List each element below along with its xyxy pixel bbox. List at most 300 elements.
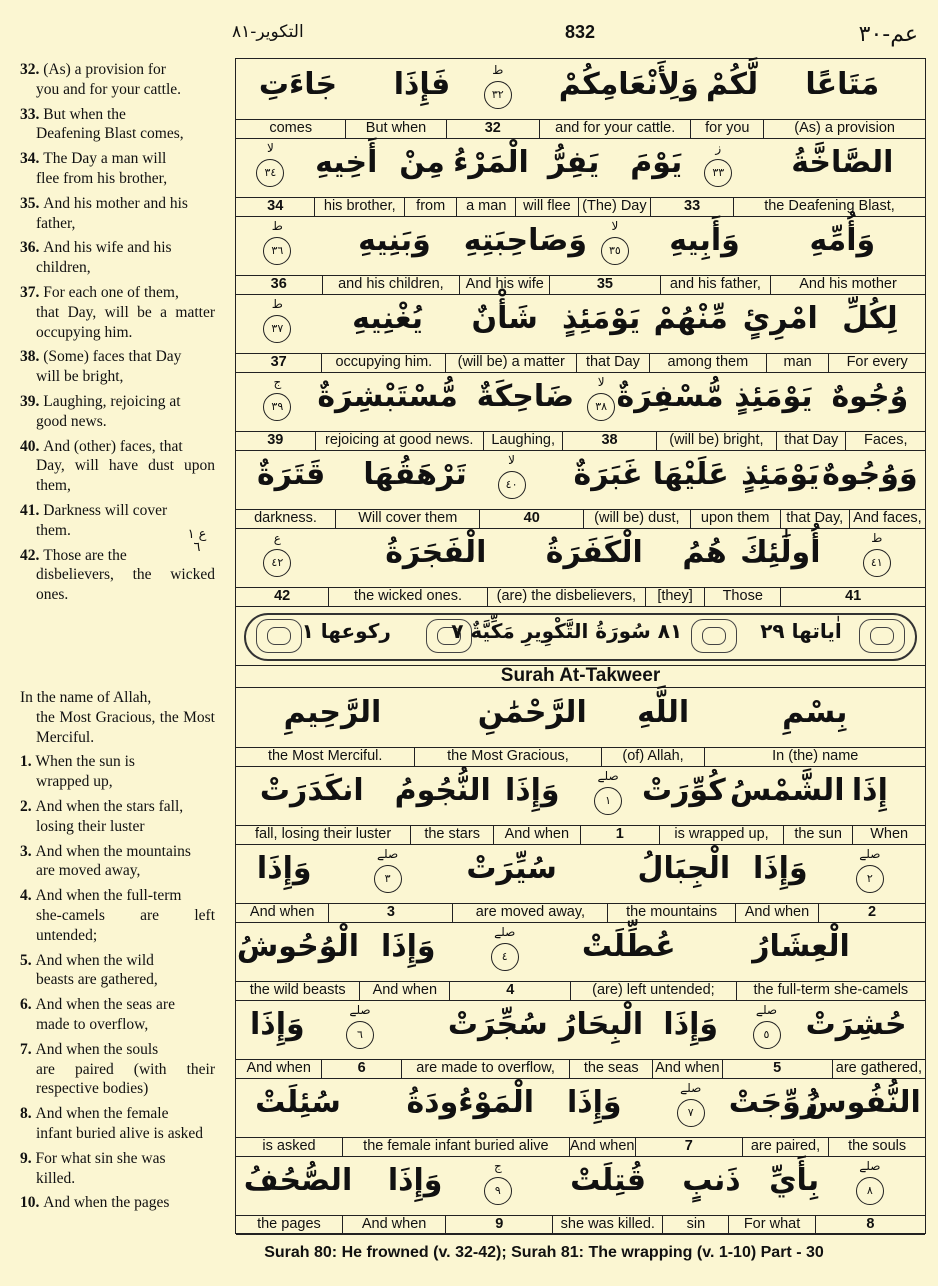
- arabic-word: سُيِّرَتْ: [466, 851, 557, 886]
- waqf-sign: لا: [611, 219, 619, 233]
- word-meaning-cell: man: [766, 353, 828, 372]
- word-meaning-cell: (will be) bright,: [656, 431, 777, 450]
- arabic-line: [236, 59, 925, 120]
- verse-number-cell: 9: [445, 1215, 552, 1234]
- verse-number-cell: 6: [321, 1059, 401, 1078]
- verse-translation: [20, 546, 215, 605]
- verse-number: 3.: [20, 842, 36, 860]
- waqf-sign: لا: [508, 453, 516, 467]
- ornament-icon: [859, 619, 905, 653]
- arabic-word: وَأَبِيهِ: [669, 223, 740, 258]
- arabic-word: الرَّحْمَٰنِ: [477, 695, 587, 730]
- surah-banner: [236, 609, 925, 666]
- word-meaning-cell: and his children,: [322, 275, 460, 294]
- verse-text-rest: killed.: [36, 1169, 76, 1187]
- waqf-sign: ط: [871, 531, 883, 545]
- word-meaning-cell: (are) the disbelievers,: [487, 587, 645, 606]
- waqf-sign: صلے: [494, 925, 516, 939]
- verse-number: 37.: [20, 283, 44, 301]
- arabic-word: ذَنبٍ: [682, 1163, 741, 1198]
- verse-text-rest: she-camels are left untended;: [36, 906, 215, 944]
- word-meaning-cell: and for your cattle.: [539, 119, 690, 138]
- verse-number: 7.: [20, 1040, 36, 1058]
- word-meaning-cell: And when: [493, 825, 579, 844]
- arabic-word: وَلِأَنْعَامِكُمْ: [558, 67, 699, 102]
- word-meaning-cell: and his father,: [660, 275, 770, 294]
- waqf-sign: ط: [271, 219, 283, 233]
- arabic-line: [236, 687, 925, 748]
- verse-translation: [20, 688, 215, 747]
- verse-number-cell: 4: [449, 981, 570, 1000]
- word-by-word-grid: [235, 58, 926, 1234]
- arabic-word: يَوْمَئِذٍ: [741, 457, 820, 492]
- translation-cells: [236, 197, 925, 217]
- verse-translation: [20, 797, 215, 837]
- verse-row: [236, 137, 925, 215]
- arabic-line: [236, 921, 925, 982]
- verse-text-rest: will be bright,: [36, 368, 124, 386]
- verse-number-cell: 35: [549, 275, 659, 294]
- word-meaning-cell: (As) a provision: [763, 119, 925, 138]
- verse-text-rest: children,: [36, 259, 91, 277]
- arabic-word: يَفِرُّ: [547, 145, 600, 180]
- verse-text-rest: losing their luster: [36, 817, 145, 835]
- ayah-end-marker: ٣٦ ط: [263, 237, 291, 265]
- arabic-word: لَّكُمْ: [705, 67, 759, 102]
- translation-cells: [236, 981, 925, 1001]
- verse-number: 36.: [20, 239, 44, 257]
- word-meaning-cell: And his mother: [770, 275, 925, 294]
- word-meaning-cell: occupying him.: [321, 353, 445, 372]
- verse-translation: [20, 1193, 215, 1213]
- verse-text-first: The Day a man will: [43, 150, 167, 168]
- arabic-word: يَوْمَئِذٍ: [734, 379, 813, 414]
- arabic-word: الْعِشَارُ: [752, 929, 850, 964]
- word-meaning-cell: For every: [828, 353, 925, 372]
- arabic-word: الْجِبَالُ: [637, 851, 731, 886]
- arabic-line: [236, 449, 925, 510]
- verse-translation: [20, 149, 215, 189]
- word-meaning-cell: she was killed.: [552, 1215, 662, 1234]
- ornament-icon: [691, 619, 737, 653]
- verse-number-cell: 32: [446, 119, 539, 138]
- verse-number-cell: 37: [270, 354, 287, 370]
- verse-translation: [20, 951, 215, 991]
- verse-translation: [20, 1104, 215, 1144]
- verse-text-rest: infant buried alive is asked: [36, 1124, 204, 1142]
- translation-column-bottom: [20, 688, 215, 1218]
- arabic-word: الْفَجَرَةُ: [385, 535, 487, 570]
- word-meaning-cell: And when: [652, 1059, 721, 1078]
- verse-text-first: Darkness will cover: [43, 501, 168, 519]
- verse-number: 41.: [20, 501, 44, 519]
- arabic-word: وَوُجُوهٌ: [822, 457, 918, 492]
- waqf-sign: ط: [271, 297, 283, 311]
- word-meaning-cell: Faces,: [845, 431, 925, 450]
- arabic-word: يُغْنِيهِ: [352, 301, 424, 336]
- ayah-end-marker: ٤٢ ع: [263, 549, 291, 577]
- verse-text-rest: are moved away,: [36, 862, 141, 880]
- verse-number-cell: 2: [818, 903, 925, 922]
- verse-number-cell: 40: [479, 509, 582, 528]
- verse-row: [236, 765, 925, 843]
- ayah-end-marker: ٤ صلے: [491, 943, 519, 971]
- verse-row: [236, 371, 925, 449]
- word-meaning-cell: For what: [728, 1215, 814, 1234]
- verse-number-cell: 7: [635, 1137, 742, 1156]
- verse-text-first: And his wife and his: [43, 239, 172, 257]
- arabic-word: إِذَا: [851, 773, 888, 808]
- surah-title: Surah At-Takweer: [236, 665, 925, 688]
- ayah-end-marker: ٣٧ ط: [263, 315, 291, 343]
- word-meaning-cell: darkness.: [254, 510, 317, 526]
- waqf-sign: لا: [267, 141, 274, 155]
- verse-translation: [20, 238, 215, 278]
- verse-number: 33.: [20, 105, 44, 123]
- word-meaning-cell: are gathered,: [832, 1059, 925, 1078]
- verse-text-rest: the Most Gracious, the Most Merciful.: [36, 708, 215, 746]
- word-meaning-cell: the sun: [783, 825, 852, 844]
- word-meaning-cell: will flee: [515, 197, 577, 216]
- word-meaning-cell: And when: [246, 1060, 311, 1076]
- ruku-marker: ع ١ ٦: [187, 527, 207, 555]
- verse-row: [236, 527, 925, 605]
- verse-number-cell: 42: [274, 588, 291, 604]
- verse-text-first: But when the: [43, 105, 126, 123]
- verse-row: [236, 293, 925, 371]
- ayah-end-marker: ٤٠ لا: [498, 471, 526, 499]
- verse-row: [236, 1155, 925, 1233]
- translation-cells: [236, 587, 925, 607]
- word-meaning-cell: the stars: [410, 825, 493, 844]
- word-meaning-cell: comes: [269, 120, 313, 136]
- arabic-word: كُوِّرَتْ: [642, 773, 726, 808]
- verse-text-rest: father,: [36, 214, 76, 232]
- verse-translation: [20, 1040, 215, 1099]
- ayah-end-marker: ٨ صلے: [856, 1177, 884, 1205]
- waqf-sign: صلے: [755, 1003, 778, 1017]
- verse-text-rest: disbelievers, the wicked ones.: [36, 566, 215, 604]
- word-meaning-cell: the full-term she-camels: [736, 981, 925, 1000]
- arabic-word: أُولَٰئِكَ: [740, 535, 821, 570]
- verse-number-cell: 38: [562, 431, 655, 450]
- word-meaning-cell: are made to overflow,: [401, 1059, 569, 1078]
- word-meaning-cell: (will be) dust,: [583, 509, 690, 528]
- waqf-sign: ز: [715, 141, 722, 155]
- page-header: [0, 18, 938, 58]
- translation-cells: [236, 1215, 925, 1235]
- verse-text-first: And when the pages: [43, 1194, 170, 1212]
- arabic-word: امْرِئٍ: [742, 301, 818, 336]
- verse-text-rest: Deafening Blast comes,: [36, 125, 184, 143]
- verse-number-cell: 5: [722, 1059, 832, 1078]
- verse-text-first: Those are the: [43, 546, 127, 564]
- ayah-end-marker: ٣ صلے: [374, 865, 402, 893]
- word-meaning-cell: And faces,: [849, 509, 925, 528]
- arabic-word: النُّجُومُ: [394, 773, 491, 808]
- word-meaning-cell: (will be) a matter: [445, 353, 576, 372]
- word-meaning-cell: In (the) name: [704, 747, 925, 766]
- arabic-word: جَاءَتِ: [258, 67, 338, 102]
- waqf-sign: صلے: [859, 847, 881, 861]
- arabic-word: الصُّحُفُ: [243, 1163, 353, 1198]
- waqf-sign: ج: [493, 1159, 502, 1173]
- word-meaning-cell: Laughing,: [483, 431, 563, 450]
- word-meaning-cell: (of) Allah,: [601, 747, 705, 766]
- verse-row: [236, 1077, 925, 1155]
- ayah-end-marker: ٧ صلے: [677, 1099, 705, 1127]
- word-meaning-cell: from: [404, 197, 456, 216]
- arabic-word: الرَّحِيمِ: [283, 695, 382, 730]
- verse-number: 34.: [20, 150, 44, 168]
- ayah-end-marker: ٦ صلے: [346, 1021, 374, 1049]
- waqf-sign: صلے: [680, 1081, 702, 1095]
- banner-ruku-count: ركوعها ١: [301, 619, 391, 643]
- arabic-word: وَبَنِيهِ: [358, 223, 431, 258]
- arabic-line: [236, 215, 925, 276]
- verse-translation: [20, 1149, 215, 1189]
- arabic-line: [236, 999, 925, 1060]
- arabic-word: الْبِحَارُ: [559, 1007, 644, 1042]
- arabic-word: وُجُوهٌ: [831, 379, 909, 414]
- word-meaning-cell: the Most Merciful.: [267, 748, 383, 764]
- verse-number-cell: 41: [780, 587, 925, 606]
- verse-row: [236, 999, 925, 1077]
- juz-header: عم-٣٠: [858, 22, 918, 47]
- arabic-word: حُشِرَتْ: [805, 1007, 907, 1042]
- arabic-word: ضَاحِكَةٌ: [476, 379, 575, 414]
- ayah-end-marker: ٣٢ ط: [484, 81, 512, 109]
- arabic-word: الشَّمْسُ: [729, 773, 845, 808]
- verse-text-rest: Day, will have dust upon them,: [36, 457, 215, 495]
- verse-number-cell: 39: [267, 432, 284, 448]
- word-meaning-cell: But when: [345, 119, 445, 138]
- ornament-icon: [256, 619, 302, 653]
- ayah-end-marker: ٣٥ لا: [601, 237, 629, 265]
- word-meaning-cell: the wicked ones.: [328, 587, 486, 606]
- waqf-sign: لا: [597, 375, 605, 389]
- verse-row: [236, 59, 925, 137]
- translation-cells: [236, 825, 925, 845]
- arabic-word: تَرْهَقُهَا: [363, 457, 467, 492]
- arabic-word: زُوِّجَتْ: [728, 1085, 819, 1120]
- arabic-word: الْوُحُوشُ: [236, 929, 360, 964]
- word-meaning-cell: the female infant buried alive: [342, 1137, 569, 1156]
- ayah-end-marker: ٣٨ لا: [587, 393, 615, 421]
- arabic-word: النُّفُوسُ: [805, 1085, 921, 1120]
- verse-text-rest: beasts are gathered,: [36, 971, 158, 989]
- translation-cells: [236, 119, 925, 139]
- translation-cells: [236, 903, 925, 923]
- word-meaning-cell: the Most Gracious,: [414, 747, 600, 766]
- arabic-word: وَإِذَا: [380, 929, 436, 964]
- verse-number: 9.: [20, 1149, 36, 1167]
- arabic-word: وَأُمِّهِ: [809, 223, 876, 258]
- banner-ayat-count: اٰياتها ٢٩: [760, 619, 842, 643]
- verse-number-cell: 33: [650, 197, 733, 216]
- arabic-word: بِأَيِّ: [769, 1163, 820, 1198]
- verse-text-first: And when the full-term: [35, 887, 182, 905]
- verse-text-rest: made to overflow,: [36, 1015, 149, 1033]
- verse-number-cell: 34: [267, 198, 284, 214]
- word-meaning-cell: sin: [662, 1215, 728, 1234]
- word-meaning-cell: And his wife: [459, 275, 549, 294]
- arabic-word: الصَّاخَّةُ: [791, 145, 894, 180]
- ayah-end-marker: ١ صلے: [594, 787, 622, 815]
- verse-text-rest: wrapped up,: [36, 773, 113, 791]
- verse-translation: [20, 995, 215, 1035]
- verse-number: 38.: [20, 348, 44, 366]
- arabic-word: اللَّهِ: [637, 695, 690, 730]
- verse-number: 35.: [20, 194, 44, 212]
- arabic-word: وَصَاحِبَتِهِ: [463, 223, 587, 258]
- verse-text-first: And when the stars fall,: [35, 797, 184, 815]
- arabic-word: مَتَاعًا: [805, 67, 880, 102]
- verse-translation: [20, 842, 215, 882]
- arabic-word: يَوْمَئِذٍ: [562, 301, 641, 336]
- verse-row: [236, 449, 925, 527]
- waqf-sign: ع: [273, 531, 281, 545]
- verse-number: 1.: [20, 753, 36, 771]
- arabic-line: [236, 843, 925, 904]
- verse-translation: [20, 752, 215, 792]
- verse-text-rest: you and for your cattle.: [36, 80, 182, 98]
- verse-text-rest: them.: [36, 521, 71, 539]
- verse-number: 10.: [20, 1194, 44, 1212]
- arabic-word: الْمَرْءُ: [453, 145, 529, 180]
- arabic-line: [236, 527, 925, 588]
- arabic-word: فَإِذَا: [393, 67, 451, 102]
- word-meaning-cell: (are) left untended;: [570, 981, 735, 1000]
- verse-text-rest: that Day, will be a matter occupying him.: [36, 303, 215, 341]
- word-meaning-cell: When: [852, 825, 925, 844]
- waqf-sign: صلے: [376, 847, 399, 861]
- banner-surah-name: ٨١ سُورَةُ التَّكْوِيرِ مَكِّيَّةٌ ٧: [451, 619, 683, 643]
- arabic-word: مِنْ: [399, 145, 445, 180]
- verse-number: 39.: [20, 392, 44, 410]
- word-meaning-cell: among them: [649, 353, 766, 372]
- word-meaning-cell: And when: [342, 1215, 445, 1234]
- waqf-sign: ط: [492, 63, 504, 77]
- verse-number-cell: 1: [580, 825, 660, 844]
- word-meaning-cell: are paired,: [742, 1137, 829, 1156]
- arabic-line: [236, 137, 925, 198]
- word-meaning-cell: the seas: [569, 1059, 652, 1078]
- word-meaning-cell: [they]: [645, 587, 704, 606]
- arabic-word: غَبَرَةٌ: [573, 457, 643, 492]
- translation-cells: [236, 353, 925, 373]
- waqf-sign: ج: [273, 375, 282, 389]
- arabic-word: عُطِّلَتْ: [581, 929, 676, 964]
- verse-text-first: And his mother and his: [43, 194, 188, 212]
- verse-translation: [20, 194, 215, 234]
- verse-translation: [20, 437, 215, 496]
- verse-number: 4.: [20, 887, 36, 905]
- verse-text-rest: good news.: [36, 412, 107, 430]
- verse-translation: [20, 886, 215, 945]
- translation-cells: [236, 275, 925, 295]
- word-meaning-cell: is asked: [262, 1138, 316, 1154]
- verse-number: 2.: [20, 797, 36, 815]
- verse-translation: [20, 347, 215, 387]
- arabic-word: مُّسْفِرَةٌ: [616, 379, 724, 414]
- verse-translation: [20, 105, 215, 145]
- ayah-end-marker: ٣٣ ز: [704, 159, 732, 187]
- verse-text-first: And when the female: [35, 1105, 169, 1123]
- verse-text-first: (Some) faces that Day: [43, 348, 182, 366]
- arabic-word: الْكَفَرَةُ: [545, 535, 643, 570]
- translation-cells: [236, 747, 925, 767]
- verse-row: [236, 687, 925, 765]
- verse-text-first: And when the wild: [35, 951, 154, 969]
- arabic-word: وَإِذَا: [663, 1007, 719, 1042]
- verse-number: 32.: [20, 61, 44, 78]
- verse-text-first: For each one of them,: [43, 283, 179, 301]
- word-meaning-cell: his brother,: [314, 197, 404, 216]
- arabic-word: أَخِيهِ: [315, 145, 378, 180]
- arabic-word: الْمَوْءُودَةُ: [406, 1085, 535, 1120]
- verse-number: 42.: [20, 546, 44, 564]
- word-meaning-cell: And when: [569, 1138, 635, 1154]
- verse-number-cell: 8: [815, 1215, 925, 1234]
- word-meaning-cell: that Day: [776, 431, 845, 450]
- arabic-word: شَأْنٌ: [471, 301, 538, 336]
- translation-cells: [236, 1137, 925, 1157]
- verse-text-first: When the sun is: [35, 753, 135, 771]
- ayah-end-marker: ٤١ ط: [863, 549, 891, 577]
- arabic-word: هُمُ: [682, 535, 727, 570]
- word-meaning-cell: the Deafening Blast,: [733, 197, 925, 216]
- word-meaning-cell: the mountains: [607, 903, 735, 922]
- word-meaning-cell: rejoicing at good news.: [315, 431, 483, 450]
- word-meaning-cell: the pages: [257, 1216, 321, 1232]
- verse-text-first: In the name of Allah,: [20, 689, 152, 706]
- word-meaning-cell: a man: [456, 197, 515, 216]
- verse-text-first: (As) a provision for: [43, 61, 166, 78]
- arabic-line: [236, 1155, 925, 1216]
- verse-text-first: Laughing, rejoicing at: [43, 392, 181, 410]
- verse-text-first: For what sin she was: [35, 1149, 166, 1167]
- arabic-word: انكَدَرَتْ: [259, 773, 364, 808]
- word-meaning-cell: is wrapped up,: [659, 825, 783, 844]
- word-meaning-cell: And when: [359, 981, 449, 1000]
- arabic-word: لِكُلِّ: [842, 301, 898, 336]
- translation-cells: [236, 1059, 925, 1079]
- word-meaning-cell: the souls: [828, 1137, 925, 1156]
- word-meaning-cell: for you: [690, 119, 763, 138]
- verse-text-rest: are paired (with their respective bodies): [36, 1060, 215, 1098]
- arabic-line: [236, 293, 925, 354]
- ayah-end-marker: ٢ صلے: [856, 865, 884, 893]
- surah-header: التكوير-٨١: [232, 22, 304, 42]
- verse-number: 6.: [20, 996, 36, 1014]
- arabic-word: سُجِّرَتْ: [447, 1007, 548, 1042]
- word-meaning-cell: And when: [735, 903, 818, 922]
- page-number: 832: [564, 22, 596, 42]
- arabic-word: قُتِلَتْ: [570, 1163, 646, 1198]
- arabic-line: [236, 371, 925, 432]
- verse-text-first: And when the seas are: [35, 996, 175, 1014]
- word-meaning-cell: fall, losing their luster: [254, 826, 392, 842]
- word-meaning-cell: Will cover them: [335, 509, 479, 528]
- arabic-word: وَإِذَا: [752, 851, 808, 886]
- arabic-word: مُّسْتَبْشِرَةٌ: [317, 379, 458, 414]
- translation-cells: [236, 509, 925, 529]
- arabic-word: سُئِلَتْ: [255, 1085, 341, 1120]
- ayah-end-marker: ٩ ج: [484, 1177, 512, 1205]
- waqf-sign: صلے: [597, 769, 619, 783]
- verse-row: [236, 921, 925, 999]
